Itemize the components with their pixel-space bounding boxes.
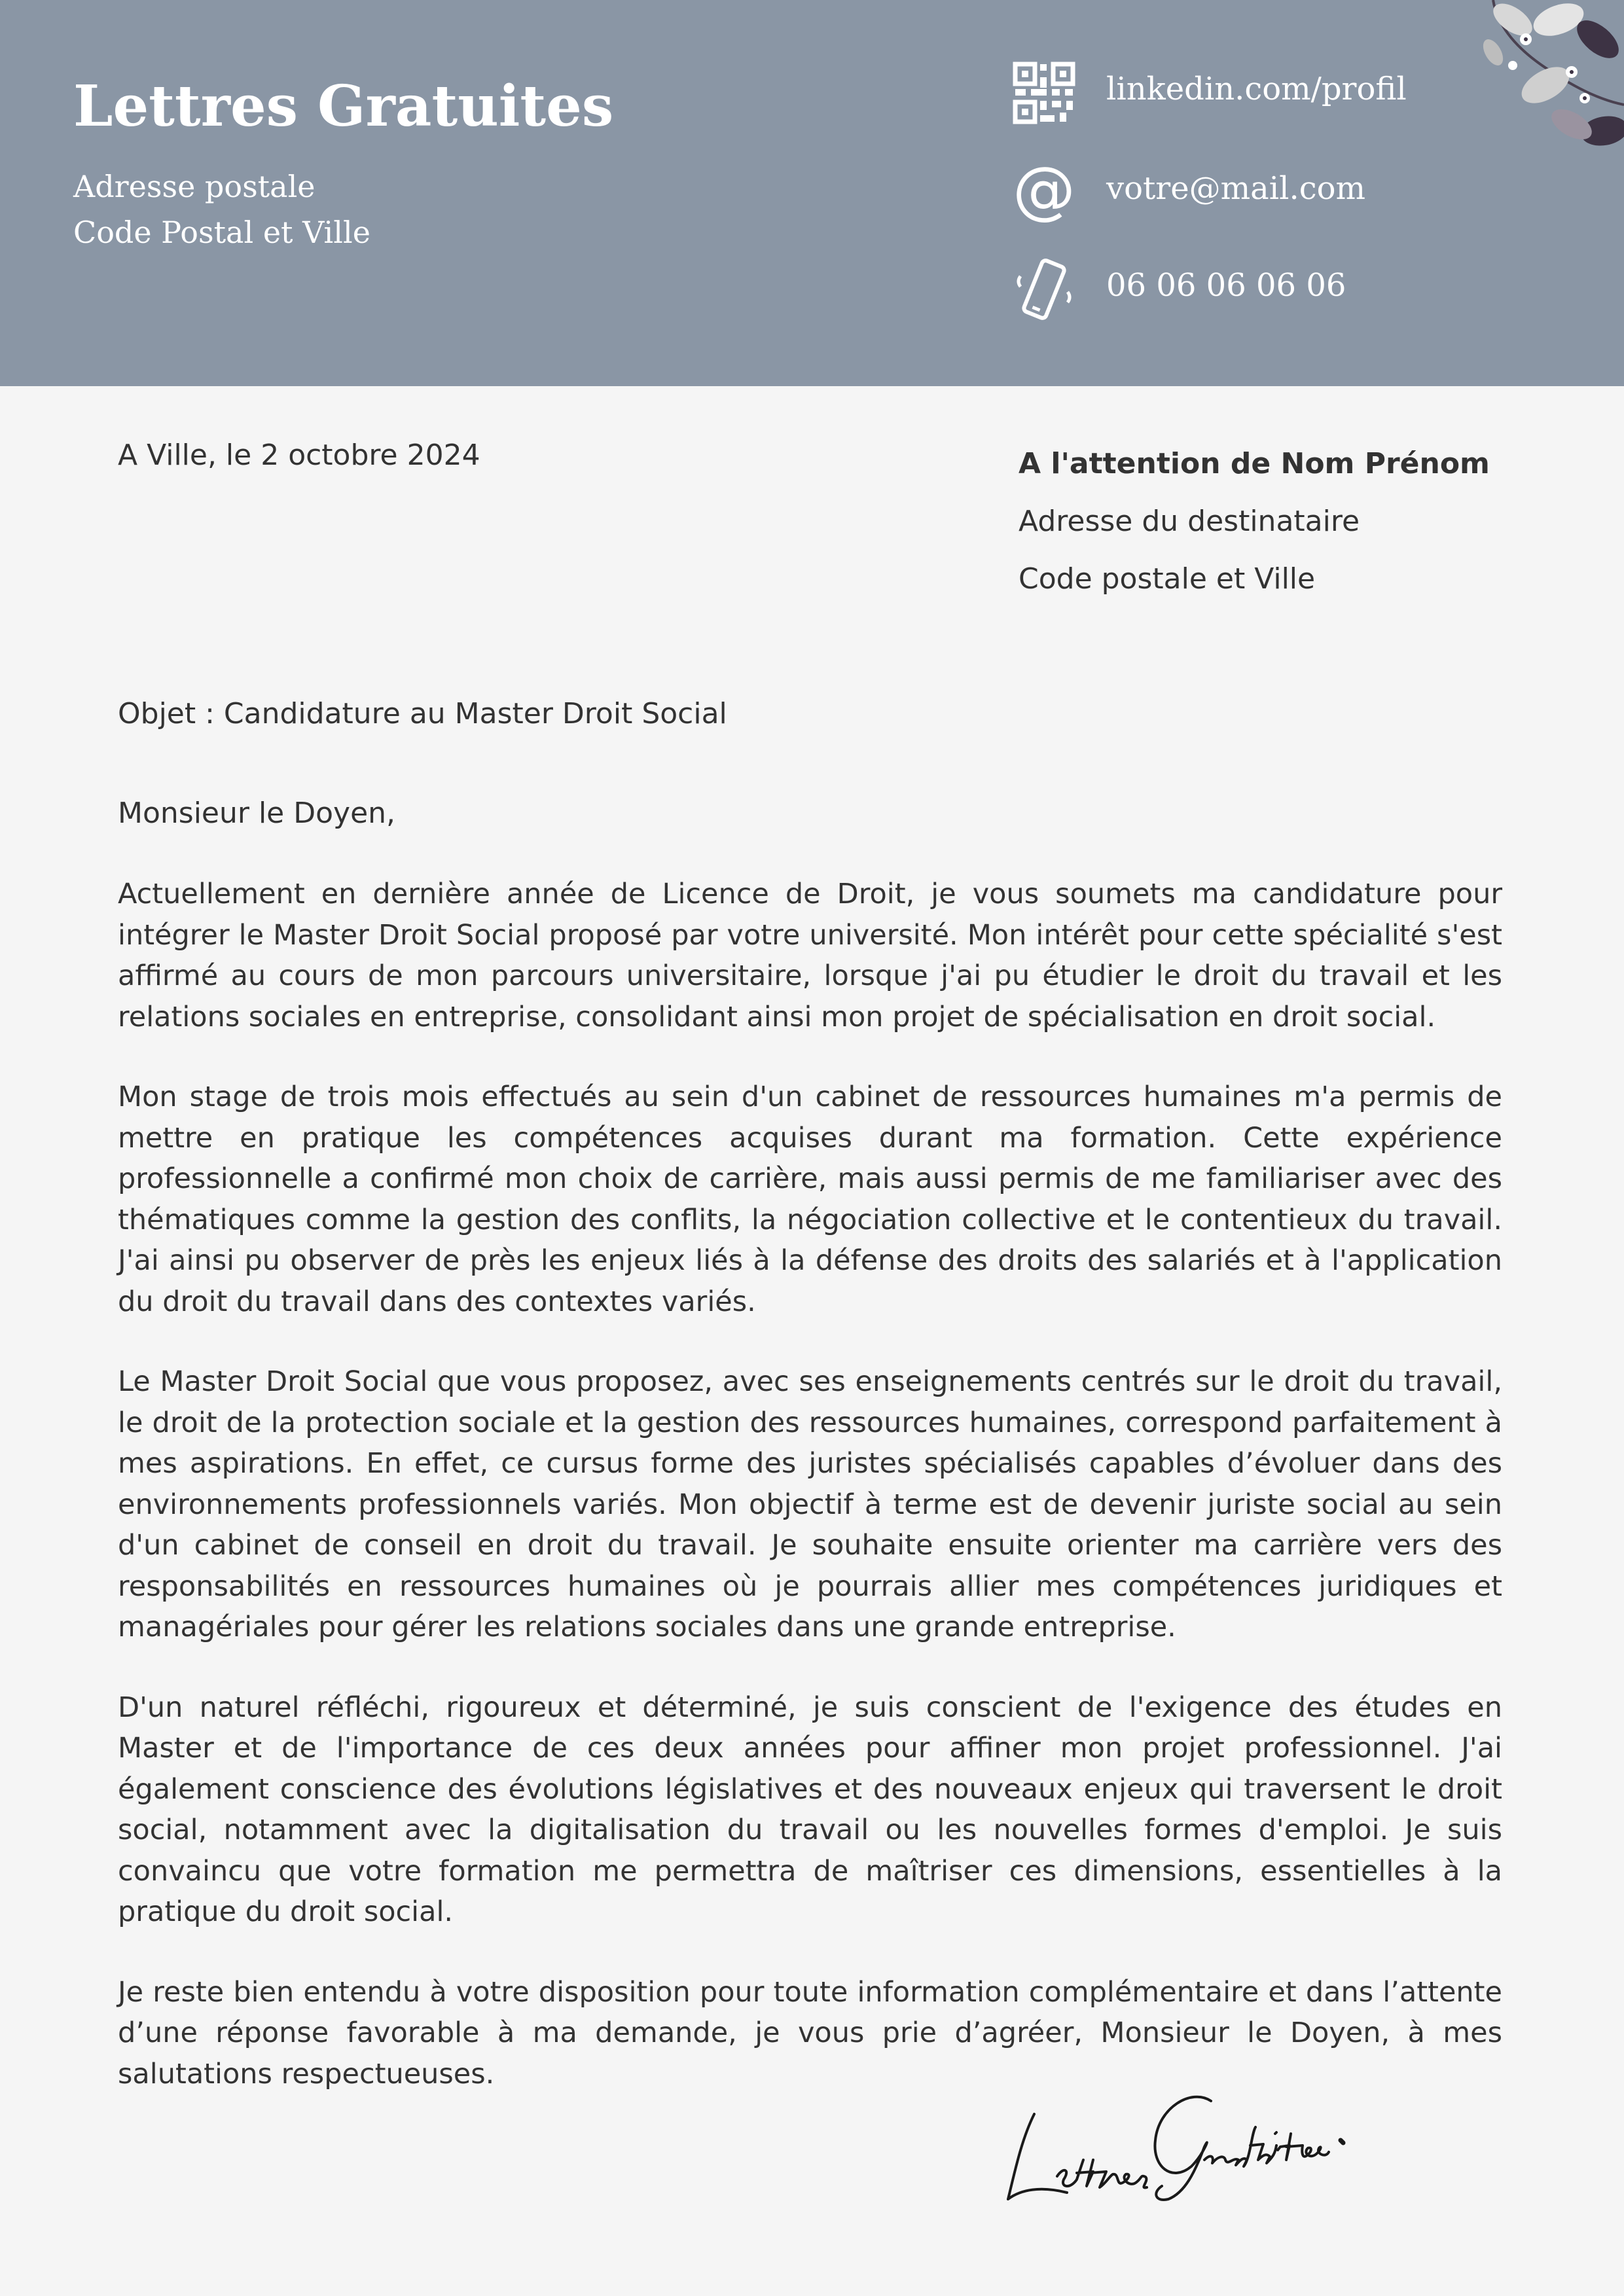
letter-salutation: Monsieur le Doyen, (118, 797, 396, 830)
body-paragraph: Je reste bien entendu à votre disposition pour toute information complémentaire et dans l’attente d’une réponse favorable à ma demande, je vous prie d’agréer, Monsieur le Doyen, à mes salutations respectueuses. (118, 1975, 1502, 2090)
letter-subject: Objet : Candidature au Master Droit Social (118, 697, 727, 730)
linkedin-link[interactable]: linkedin.com/profil (1106, 71, 1407, 107)
at-icon: @ (1013, 153, 1075, 226)
leaves-decoration-icon (1473, 0, 1624, 157)
recipient-city: Code postale et Ville (1019, 562, 1316, 596)
recipient-address: Adresse du destinataire (1019, 505, 1360, 538)
body-paragraph: Le Master Droit Social que vous proposez, avec ses enseignements centrés sur le droit du travail, le droit de la protection sociale et la gestion des ressources humaines, correspond parfaitement à mes aspirations. En effet, ce cursus forme des juristes spécialisés capables d’évoluer dans des environnements professionnels variés. Mon objectif à terme est de devenir juriste social au sein d'un cabinet de conseil en droit du travail. Je souhaite ensuite orienter ma carrière vers des responsabilités en ressources humaines où je pourrais allier mes compétences juridiques et managériales pour gérer les relations sociales dans une grande entreprise. (118, 1365, 1502, 1643)
letter-header (0, 0, 1624, 386)
recipient-block (1019, 435, 1490, 608)
sender-address: Adresse postale (73, 169, 316, 204)
phone-number: 06 06 06 06 06 (1106, 267, 1346, 304)
qr-code-icon (1011, 60, 1077, 126)
sender-name: Lettres Gratuites (73, 73, 614, 139)
phone-icon (1011, 257, 1077, 322)
email-link[interactable]: votre@mail.com (1106, 170, 1366, 207)
letter-date: A Ville, le 2 octobre 2024 (118, 439, 480, 472)
sender-city: Code Postal et Ville (73, 215, 370, 250)
body-paragraph: D'un naturel réfléchi, rigoureux et déterminé, je suis conscient de l'exigence des études en Master et de l'importance de ces deux années pour affiner mon projet professionnel. J'ai également conscience des évolutions législatives et des nouveaux enjeux qui traversent le droit social, notamment avec la digitalisation du travail ou les nouvelles formes d'emploi. Je suis convaincu que votre formation me permettra de maîtriser ces dimensions, essentielles à la pratique du droit social. (118, 1691, 1502, 1928)
body-paragraph: Mon stage de trois mois effectués au sein d'un cabinet de ressources humaines m'a permis de mettre en pratique les compétences acquises durant ma formation. Cette expérience professionnelle a confirmé mon choix de carrière, mais aussi permis de me familiariser avec des thématiques comme la gestion des conflits, la négociation collective et le contentieux du travail. J'ai ainsi pu observer de près les enjeux liés à la défense des droits des salariés et à l'application du droit du travail dans des contextes variés. (118, 1081, 1502, 1318)
body-paragraph: Actuellement en dernière année de Licence de Droit, je vous soumets ma candidature pour intégrer le Master Droit Social proposé par votre université. Mon intérêt pour cette spécialité s'est affirmé au cours de mon parcours universitaire, lorsque j'ai pu étudier le droit du travail et les relations sociales en entreprise, consolidant ainsi mon projet de spécialisation en droit social. (118, 878, 1502, 1033)
letter-body (118, 874, 1502, 2134)
recipient-name: A l'attention de Nom Prénom (1019, 447, 1490, 480)
signature (995, 2062, 1388, 2212)
